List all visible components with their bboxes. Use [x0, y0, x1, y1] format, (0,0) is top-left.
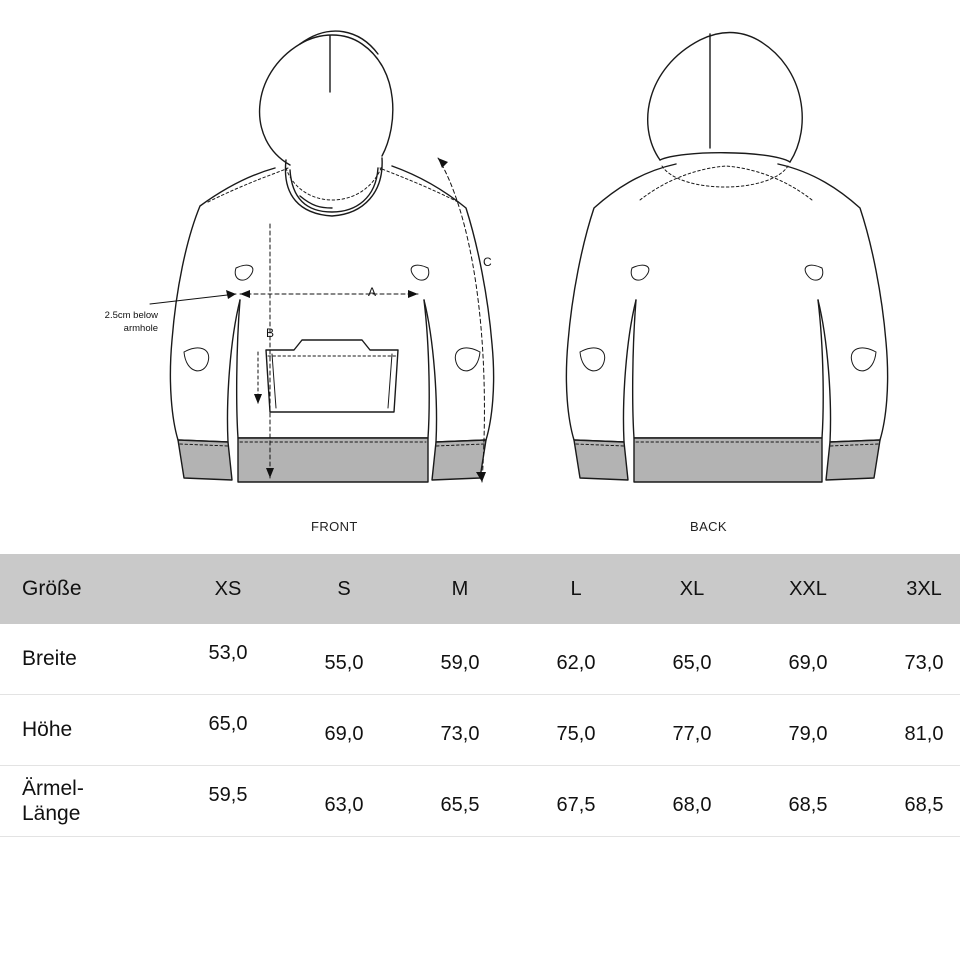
value-text: 67,5	[556, 793, 596, 816]
row-label-line1: Ärmel-	[22, 777, 84, 800]
header-cell-s: S	[337, 577, 351, 600]
value-text: 65,0	[672, 651, 712, 674]
cell-hoehe-l	[518, 695, 634, 766]
row-label-hoehe: Höhe	[0, 695, 170, 766]
dimension-label-a: A	[368, 285, 377, 299]
size-table-header-row	[0, 554, 960, 624]
row-label-breite: Breite	[0, 624, 170, 695]
cell-breite-m	[402, 624, 518, 695]
value-text: 75,0	[556, 722, 596, 745]
cell-aermel-3xl	[866, 766, 960, 837]
back-view-caption: BACK	[690, 519, 728, 534]
cell-aermel-l	[518, 766, 634, 837]
cell-breite-xxl	[750, 624, 866, 695]
value-text: 69,0	[324, 722, 364, 745]
cell-aermel-xs	[170, 766, 286, 837]
cell-aermel-xxl	[750, 766, 866, 837]
cell-aermel-s	[286, 766, 402, 837]
header-cell-3xl: 3XL	[906, 577, 942, 600]
value-text: 77,0	[672, 722, 712, 745]
armhole-note-line2: armhole	[123, 323, 158, 334]
value-text: 63,0	[324, 793, 364, 816]
value-text: 62,0	[556, 651, 596, 674]
armhole-note-line1: 2.5cm below	[104, 310, 158, 321]
cell-hoehe-m	[402, 695, 518, 766]
header-cell-m: M	[451, 577, 469, 600]
size-table	[0, 554, 960, 837]
dimension-label-c: C	[483, 255, 492, 269]
table-row	[0, 624, 960, 695]
table-row	[0, 695, 960, 766]
cell-breite-3xl	[866, 624, 960, 695]
cell-breite-xs	[170, 624, 286, 695]
cell-breite-l	[518, 624, 634, 695]
cell-hoehe-xs	[170, 695, 286, 766]
front-view-caption: FRONT	[311, 519, 358, 534]
value-text: 65,5	[440, 793, 480, 816]
table-row	[0, 766, 960, 837]
armhole-note	[68, 309, 158, 335]
header-cell-l: L	[570, 577, 582, 600]
value-text: 59,5	[208, 783, 248, 806]
row-label-aermellaenge	[0, 766, 170, 837]
cell-aermel-m	[402, 766, 518, 837]
header-cell-size: Größe	[22, 577, 82, 600]
value-text: 79,0	[788, 722, 828, 745]
value-text: 59,0	[440, 651, 480, 674]
value-text: 73,0	[904, 651, 944, 674]
value-text: 68,0	[672, 793, 712, 816]
value-text: 69,0	[788, 651, 828, 674]
cell-hoehe-xxl	[750, 695, 866, 766]
header-cell-xs: XS	[214, 577, 242, 600]
value-text: 53,0	[208, 641, 248, 664]
cell-breite-s	[286, 624, 402, 695]
header-cell-xl: XL	[679, 577, 705, 600]
cell-hoehe-s	[286, 695, 402, 766]
cell-breite-xl	[634, 624, 750, 695]
header-cell-xxl: XXL	[789, 577, 827, 600]
front-view	[170, 31, 493, 482]
row-label-line2: Länge	[22, 802, 81, 825]
cell-aermel-xl	[634, 766, 750, 837]
value-text: 68,5	[904, 793, 944, 816]
value-text: 55,0	[324, 651, 364, 674]
value-text: 68,5	[788, 793, 828, 816]
dimension-label-b: B	[266, 326, 275, 340]
value-text: 73,0	[440, 722, 480, 745]
cell-hoehe-xl	[634, 695, 750, 766]
cell-hoehe-3xl	[866, 695, 960, 766]
value-text: 81,0	[904, 722, 944, 745]
back-view	[566, 33, 887, 483]
value-text: 65,0	[208, 712, 248, 735]
